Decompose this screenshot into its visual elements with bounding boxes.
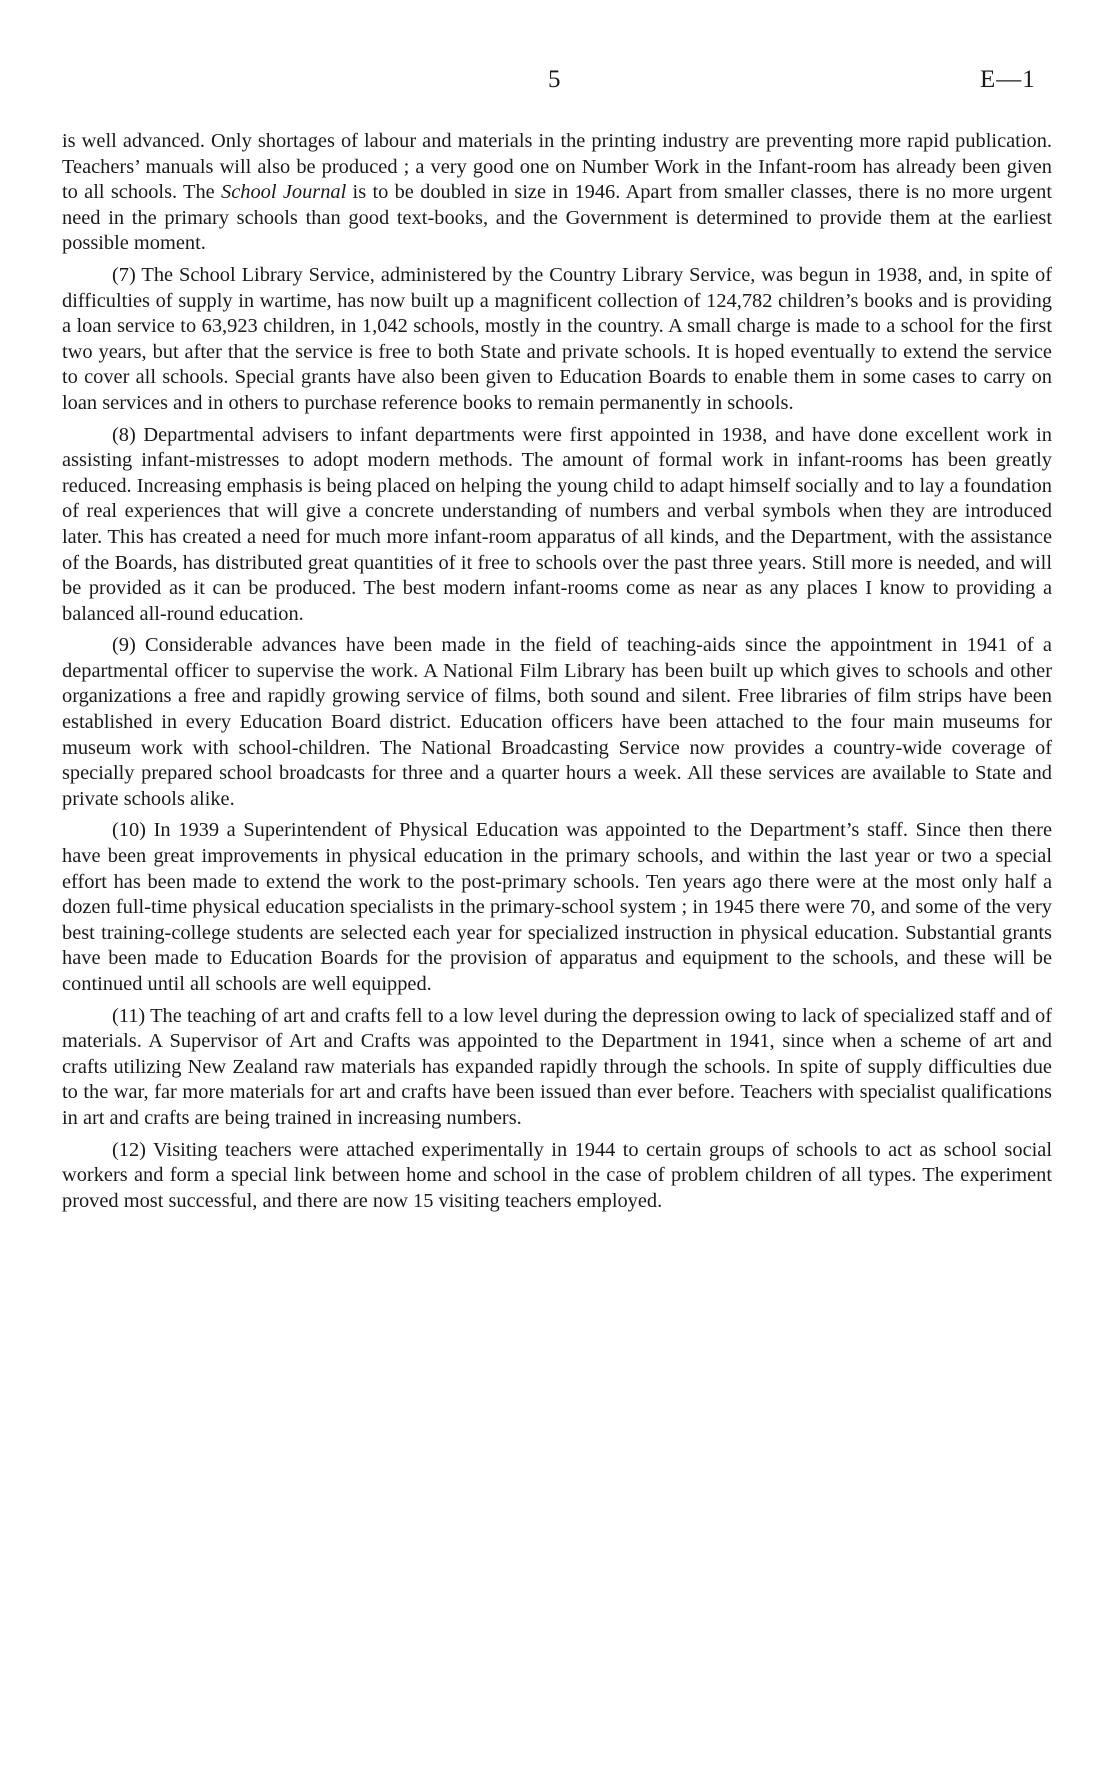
paragraph-text: is well advanced. Only shortages of labour and materials in the printing industry are preventing more rapid publication. Teachers’ manuals will also be produced ; a very good one on Number Work in the Infant-room has already been given to all schools. The [62,130,1052,204]
paragraph-continuation [62,129,1052,257]
paragraph-text: Departmental advisers to infant departments were first appointed in 1938, and have done excellent work in assisting infant-mistresses to adopt modern methods. The amount of formal work in infant-rooms has been greatly reduced. Increasing emphasis is being placed on helping the young child to adapt himself socially and to lay a foundation of real experiences that will give a concrete understanding of numbers and verbal symbols when they are introduced later. This has created a need for much more infant-room apparatus of all kinds, and the Department, with the assistance of the Boards, has distributed great quantities of it free to schools over the past three years. Still more is needed, and will be provided as it can be produced. The best modern infant-rooms come as near as any places I know to providing a balanced all-round education. [62,423,1052,625]
body-text [62,129,1052,1220]
paragraph-number: (8) [112,423,136,446]
paragraph-7 [62,263,1052,417]
paragraph-12 [62,1138,1052,1215]
paragraph-text: The teaching of art and crafts fell to a low level during the depression owing to lack of specialized staff and of materials. A Supervisor of Art and Crafts was appointed to the Department in 1941, since when a scheme of art and crafts utilizing New Zealand raw materials has expanded rapidly through the schools. In spite of supply difficulties due to the war, far more materials for art and crafts have been issued than ever before. Teachers with specialist qualifications in art and crafts are being trained in increasing numbers. [62,1004,1052,1129]
page-number: 5 [548,66,561,93]
paragraph-number: (11) [112,1004,146,1027]
paragraph-9 [62,633,1052,812]
paragraph-text: Considerable advances have been made in the field of teaching-aids since the appointment in 1941 of a departmental officer to supervise the work. A National Film Library has been built up which gives to schools and other organizations a free and rapidly growing service of films, both sound and silent. Free libraries of film strips have been established in every Education Board district. Education officers have been attached to the four main museums for museum work with school-children. The National Broadcasting Service now provides a country-wide coverage of specially prepared school broadcasts for three and a quarter hours a week. All these services are available to State and private schools alike. [62,634,1052,810]
paragraph-text: The School Library Service, administered by the Country Library Service, was begun in 1938, and, in spite of difficulties of supply in wartime, has now built up a magnificent collection of 124,782 children’s books and is providing a loan service to 63,923 children, in 1,042 schools, mostly in the country. A small charge is made to a school for the first two years, but after that the service is free to both State and private schools. It is hoped eventually to extend the service to cover all schools. Special grants have also been given to Education Boards to enable them in some cases to carry on loan services and in others to purchase reference books to remain permanently in schools. [62,263,1053,414]
paragraph-number: (9) [112,634,136,657]
paragraph-10 [62,818,1052,997]
paragraph-number: (12) [112,1138,146,1161]
document-reference: E—1 [980,66,1036,93]
publication-title: School Journal [221,181,347,204]
paragraph-text: is to be doubled in size in 1946. Apart from smaller classes, there is no more urgent need in the primary schools than good text-books, and the Government is determined to provide them at the earliest possible moment. [62,181,1053,255]
paragraph-text: Visiting teachers were attached experimentally in 1944 to certain groups of schools to act as school social workers and form a special link between home and school in the case of problem children of all types. The experiment proved most successful, and there are now 15 visiting teachers employed. [62,1138,1052,1212]
paragraph-number: (10) [112,819,146,842]
paragraph-text: In 1939 a Superintendent of Physical Education was appointed to the Department’s staff. Since then there have been great improvements in physical education in the primary schools, and within the last year or two a special effort has been made to extend the work to the post-primary schools. Ten years ago there were at the most only half a dozen full-time physical education specialists in the primary-school system ; in 1945 there were 70, and some of the very best training-college students are selected each year for specialized instruction in physical education. Substantial grants have been made to Education Boards for the provision of apparatus and equipment to the schools, and these will be continued until all schools are well equipped. [62,819,1052,995]
paragraph-number: (7) [112,263,136,286]
paragraph-8 [62,423,1052,628]
paragraph-11 [62,1004,1052,1132]
